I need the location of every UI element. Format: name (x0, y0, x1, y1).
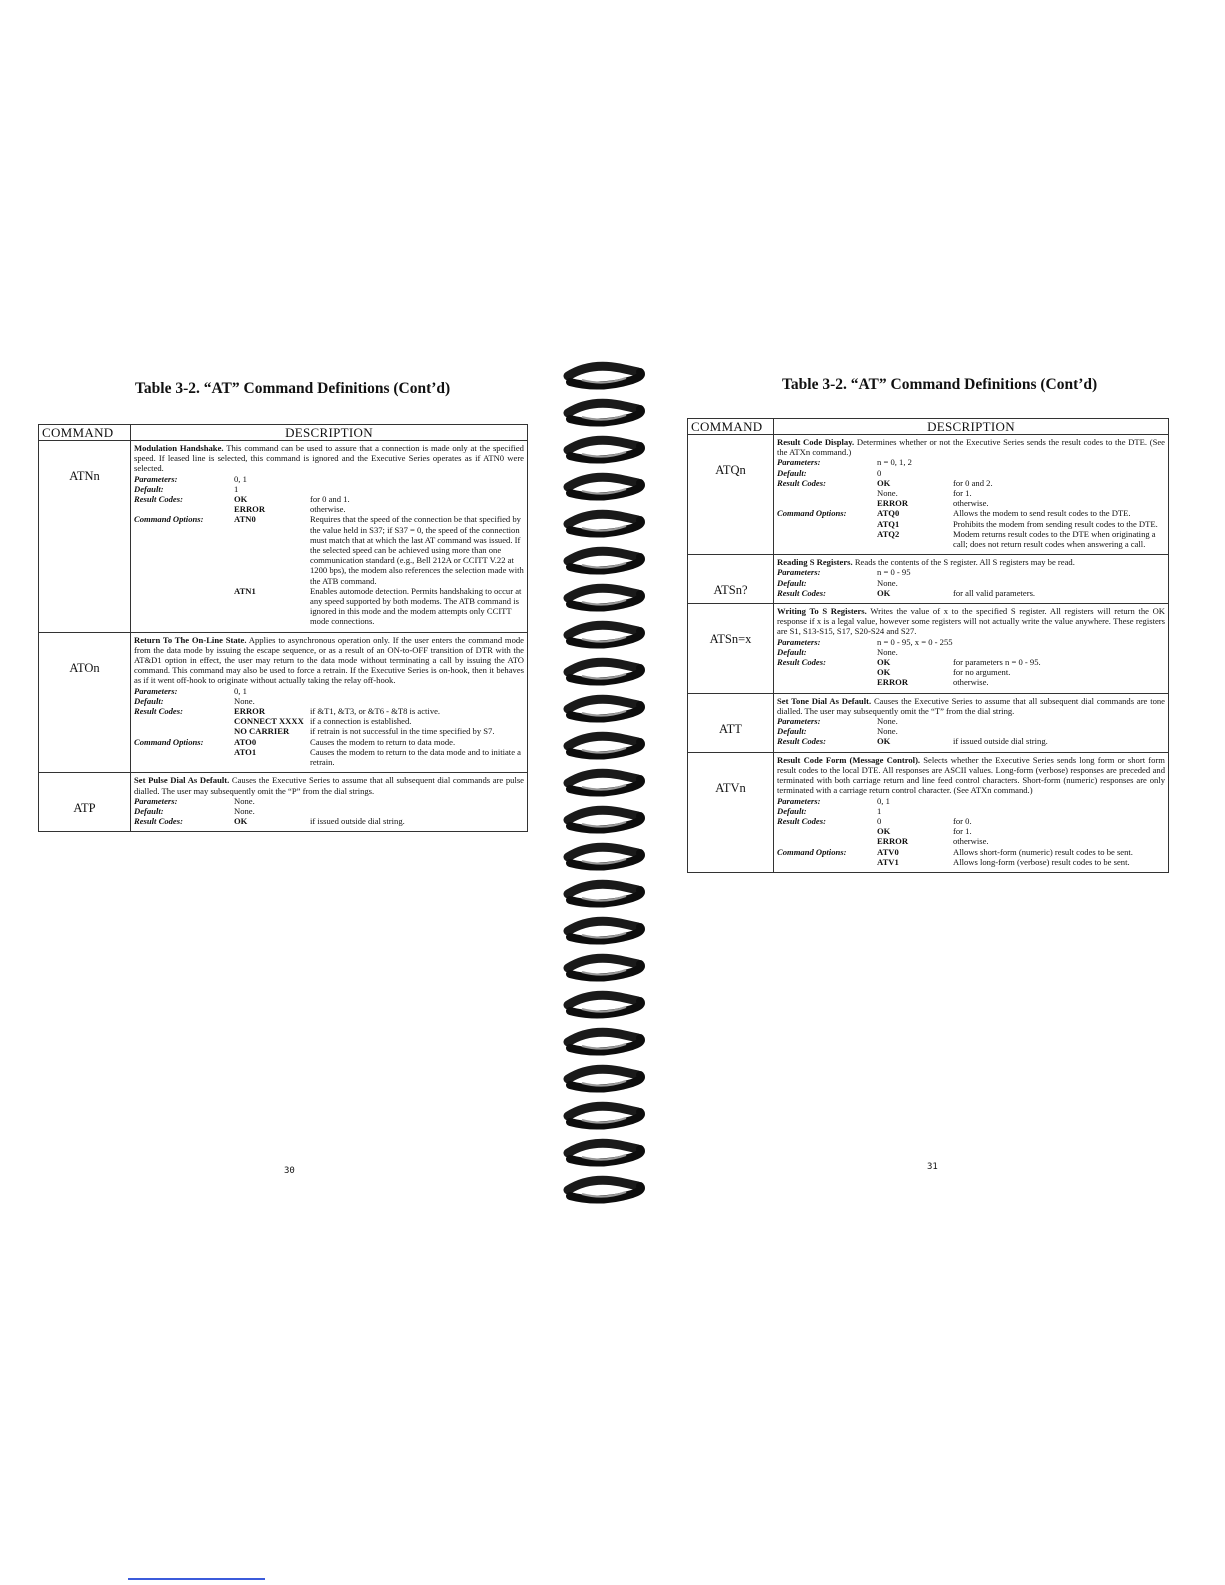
binding-coil (568, 403, 641, 422)
parameter-description: for 0 and 1. (310, 494, 350, 505)
parameter-value: CONNECT XXXX (234, 716, 304, 727)
command-row (688, 693, 1169, 752)
description-text: Reads the contents of the S register. All S registers may be read. (854, 557, 1075, 568)
parameter-list (777, 457, 1165, 549)
parameter-value: ERROR (877, 836, 909, 847)
command-name: ATNn (39, 441, 131, 633)
parameter-value: NO CARRIER (234, 726, 290, 737)
parameter-value: OK (877, 667, 891, 678)
parameter-value: None. (877, 488, 898, 499)
parameter-label: Default: (134, 695, 164, 706)
parameter-label: Command Options: (134, 736, 204, 747)
parameter-value: 0, 1 (234, 685, 247, 696)
parameter-description (953, 806, 1165, 816)
parameter-label (134, 747, 234, 767)
binding-coil (568, 921, 641, 940)
parameter-label (134, 726, 234, 736)
binding-coil (568, 1180, 641, 1199)
spiral-binding (560, 355, 665, 1215)
parameter-label (777, 519, 877, 529)
parameter-description: for parameters n = 0 - 95. (953, 657, 1041, 668)
parameter-label: Default: (777, 577, 807, 588)
description-paragraph (134, 443, 524, 474)
parameter-value: 0 (877, 467, 882, 478)
parameter-description: for no argument. (953, 667, 1011, 678)
parameter-label: Result Codes: (777, 815, 826, 826)
parameter-label: Default: (777, 646, 807, 657)
parameter-label: Result Codes: (777, 736, 826, 747)
parameter-value: OK (877, 826, 891, 837)
parameter-value: ERROR (877, 498, 909, 509)
parameter-description: if issued outside dial string. (310, 816, 405, 827)
command-row (39, 441, 528, 633)
spiral-binding-graphic (560, 355, 665, 1215)
description-paragraph (134, 635, 524, 686)
parameter-description: Allows the modem to send result codes to the DTE. (953, 508, 1131, 519)
command-table (687, 418, 1169, 873)
parameter-label (777, 488, 877, 498)
parameter-label: Default: (777, 805, 807, 816)
parameter-value: OK (877, 657, 891, 668)
command-row (688, 435, 1169, 555)
parameter-value: None. (234, 695, 255, 706)
parameter-value: None. (877, 646, 898, 657)
binding-coil (568, 773, 641, 792)
parameter-label (777, 857, 877, 867)
binding-coil (568, 366, 641, 385)
parameter-description: otherwise. (953, 677, 989, 688)
binding-coil (568, 551, 641, 570)
parameter-label: Parameters: (134, 473, 178, 484)
parameter-label (777, 529, 877, 549)
parameter-description: Requires that the speed of the connection be that specified by the value held in S37; if S37 = 0, the speed of the connection must match that at which the last AT command was issued. If the selected speed can be achieved using more than one communication standard (e.g., Bell 212A or CCITT V.22 at 1200 bps), the modem also references the selection made with the ATB command. (310, 514, 524, 586)
parameter-value: 1 (877, 805, 882, 816)
parameter-value: ATV1 (877, 856, 899, 867)
parameter-value: OK (877, 477, 891, 488)
binding-coil (568, 1032, 641, 1051)
binding-coil (568, 662, 641, 681)
topic-heading: Modulation Handshake. (134, 443, 224, 453)
parameter-list (777, 796, 1165, 867)
command-name: ATOn (39, 632, 131, 773)
parameter-description (310, 474, 524, 484)
binding-coil (568, 1143, 641, 1162)
parameter-label (777, 826, 877, 836)
parameter-value: None. (234, 805, 255, 816)
description-text: Causes the Executive Series to assume that all subsequent dial commands are tone dialled. The user may subsequently omit the “T” from the dial string. (777, 695, 1165, 716)
parameter-description (953, 647, 1165, 657)
right-page (665, 0, 1225, 1585)
parameter-value: ATN1 (234, 585, 256, 596)
parameter-label (777, 498, 877, 508)
parameter-description: Prohibits the modem from sending result codes to the DTE. (953, 518, 1158, 529)
description-text: This command can be used to assure that a connection is made only at the specified speed. If leased line is selected, this command is ignored and the Executive Series operates as if ATN0 were selected. (134, 443, 524, 474)
parameter-label: Parameters: (134, 795, 178, 806)
parameter-label (777, 836, 877, 846)
parameter-label: Parameters: (777, 567, 821, 578)
header-command: COMMAND (688, 419, 774, 435)
table-title: Table 3-2. “AT” Command Definitions (Cont’d) (135, 380, 451, 397)
binding-coil (568, 958, 641, 977)
parameter-description: otherwise. (310, 504, 346, 515)
parameter-label: Default: (134, 805, 164, 816)
parameter-description (953, 567, 1165, 577)
parameter-label (134, 504, 234, 514)
parameter-value: 1 (234, 483, 239, 494)
description-text: Writes the value of x to the specified S register. All registers will return the OK response if x is a legal value, however some registers will not actually write the value anywhere. These registers are S1, S13-S15, S17, S20-S24 and S27. (777, 606, 1165, 637)
parameter-description: Enables automode detection. Permits handshaking to occur at any speed supported by both modems. The ATB command is ignored in this mode and the modem attempts only CCITT mode connections. (310, 585, 522, 627)
parameter-description (953, 578, 1165, 588)
command-name: ATP (39, 773, 131, 832)
topic-heading: Result Code Form (Message Control). (777, 754, 921, 765)
binding-coil (568, 1106, 641, 1125)
binding-coil (568, 847, 641, 866)
command-description (131, 441, 528, 633)
parameter-description: otherwise. (953, 836, 989, 847)
topic-heading: Set Tone Dial As Default. (777, 695, 872, 706)
parameter-description: if retrain is not successful in the time specified by S7. (310, 726, 495, 737)
command-row (39, 773, 528, 832)
left-page (0, 0, 560, 1585)
parameter-value: ATO1 (234, 746, 257, 757)
parameter-value: 0, 1 (877, 795, 890, 806)
parameter-value: None. (877, 716, 898, 727)
binding-coil (568, 477, 641, 496)
parameter-label (134, 586, 234, 627)
topic-heading: Return To The On-Line State. (134, 634, 247, 645)
binding-coil (568, 884, 641, 903)
parameter-description: for 0. (953, 815, 972, 826)
parameter-value: n = 0 - 95 (877, 567, 911, 578)
parameter-value: None. (877, 577, 898, 588)
parameter-value: ATO0 (234, 736, 257, 747)
parameter-label: Result Codes: (777, 477, 826, 488)
parameter-value: n = 0, 1, 2 (877, 457, 912, 468)
command-row (688, 604, 1169, 694)
parameter-list (777, 637, 1165, 688)
description-paragraph (777, 557, 1165, 567)
binding-coil (568, 810, 641, 829)
command-row (688, 752, 1169, 872)
parameter-description: for all valid parameters. (953, 587, 1036, 598)
parameter-label: Command Options: (777, 508, 847, 519)
footer-underline (128, 1578, 265, 1580)
parameter-description: if a connection is established. (310, 716, 412, 727)
parameter-description: Causes the modem to return to data mode. (310, 736, 456, 747)
topic-heading: Reading S Registers. (777, 557, 853, 568)
parameter-label: Parameters: (777, 795, 821, 806)
parameter-value: None. (877, 726, 898, 737)
description-paragraph (777, 696, 1165, 716)
command-description (774, 435, 1169, 555)
description-paragraph (777, 437, 1165, 457)
parameter-value: ATQ0 (877, 508, 900, 519)
binding-coil (568, 699, 641, 718)
parameter-label: Parameters: (134, 685, 178, 696)
parameter-value: ATV0 (877, 846, 899, 857)
binding-coil (568, 588, 641, 607)
binding-coil (568, 440, 641, 459)
parameter-value: ATQ1 (877, 518, 900, 529)
parameter-label: Default: (777, 726, 807, 737)
parameter-description (310, 686, 524, 696)
parameter-value: ERROR (234, 504, 266, 515)
table-title: Table 3-2. “AT” Command Definitions (Cont’d) (782, 376, 1098, 393)
parameter-label: Result Codes: (777, 587, 826, 598)
description-text: Selects whether the Executive Series sends long form or short form result codes to the local DTE. All responses are ASCII values. Long-form (verbose) responses are preceded and terminated with both carriage return and line feed control characters. Short-form (numeric) responses are only terminated with a carriage return control character. (See ATXn command.) (777, 754, 1165, 796)
parameter-value: OK (234, 816, 248, 827)
parameter-list (134, 474, 524, 627)
parameter-description (310, 796, 524, 806)
binding-coil (568, 1069, 641, 1088)
parameter-label: Parameters: (777, 457, 821, 468)
page-number: 31 (927, 1162, 938, 1172)
parameter-label (134, 716, 234, 726)
parameter-label: Result Codes: (777, 657, 826, 668)
binding-coil (568, 736, 641, 755)
parameter-label: Parameters: (777, 636, 821, 647)
page-number: 30 (284, 1166, 295, 1176)
command-description (131, 773, 528, 832)
parameter-label: Command Options: (777, 846, 847, 857)
command-name: ATVn (688, 752, 774, 872)
description-paragraph (134, 775, 524, 795)
parameter-description (953, 468, 1165, 478)
binding-coil (568, 995, 641, 1014)
command-row (688, 555, 1169, 604)
parameter-value: OK (234, 494, 248, 505)
parameter-description (310, 484, 524, 494)
command-description (774, 752, 1169, 872)
parameter-list (777, 716, 1165, 747)
parameter-description (310, 806, 524, 816)
command-description (774, 604, 1169, 694)
topic-heading: Writing To S Registers. (777, 606, 867, 617)
header-description: DESCRIPTION (774, 419, 1169, 435)
parameter-list (134, 686, 524, 768)
binding-coil (568, 514, 641, 533)
description-text: Applies to asynchronous operation only. If the user enters the command mode from the data mode by issuing the escape sequence, or as a result of an ON-to-OFF transition of DTR with the AT&D1 option in effect, the user may return to the data mode without terminating a call by issuing the ATO command. This command may also be used to force a retrain. If the Executive Series is on-hook, then it behaves as if it went off-hook to originate without actually taking the relay off-hook. (134, 634, 525, 686)
parameter-list (777, 567, 1165, 598)
command-table (38, 424, 528, 832)
parameter-value: ERROR (877, 677, 909, 688)
parameter-description: Allows long-form (verbose) result codes to be sent. (953, 856, 1130, 867)
parameter-label: Result Codes: (134, 706, 183, 717)
parameter-value: ATN0 (234, 514, 256, 525)
description-text: Causes the Executive Series to assume that all subsequent dial commands are pulse dialled. The user may subsequently omit the “P” from the dial strings. (134, 775, 524, 796)
parameter-description: Allows short-form (numeric) result codes to be sent. (953, 846, 1133, 857)
header-command: COMMAND (39, 425, 131, 441)
parameter-description (953, 726, 1165, 736)
parameter-description: for 0 and 2. (953, 477, 993, 488)
parameter-label (777, 677, 877, 687)
header-description: DESCRIPTION (131, 425, 528, 441)
parameter-list (134, 796, 524, 827)
parameter-description (953, 796, 1165, 806)
parameter-description: for 1. (953, 488, 972, 499)
parameter-description: for 1. (953, 826, 972, 837)
command-name: ATQn (688, 435, 774, 555)
parameter-value: OK (877, 736, 891, 747)
parameter-value: None. (234, 795, 255, 806)
parameter-label: Result Codes: (134, 816, 183, 827)
description-text: Determines whether or not the Executive Series sends the result codes to the DTE. (See the ATXn command.) (777, 437, 1165, 458)
command-description (774, 555, 1169, 604)
description-paragraph (777, 755, 1165, 796)
parameter-value: OK (877, 587, 891, 598)
parameter-description: otherwise. (953, 498, 989, 509)
topic-heading: Result Code Display. (777, 437, 855, 447)
binding-coil (568, 625, 641, 644)
parameter-label: Default: (777, 467, 807, 478)
parameter-value: ERROR (234, 706, 266, 717)
parameter-description: Modem returns result codes to the DTE when originating a call; does not return result codes when answering a call. (953, 528, 1156, 550)
parameter-description: if &T1, &T3, or &T6 - &T8 is active. (310, 706, 441, 717)
parameter-description (953, 716, 1165, 726)
parameter-description: Causes the modem to return to the data mode and to initiate a retrain. (310, 746, 521, 768)
parameter-label: Parameters: (777, 716, 821, 727)
command-row (39, 632, 528, 773)
parameter-value: 0 (877, 815, 882, 826)
parameter-label (777, 667, 877, 677)
parameter-label: Default: (134, 483, 164, 494)
command-description (774, 693, 1169, 752)
parameter-value: n = 0 - 95, x = 0 - 255 (877, 636, 953, 647)
command-name: ATT (688, 693, 774, 752)
description-paragraph (777, 606, 1165, 637)
parameter-label: Result Codes: (134, 494, 183, 505)
command-name: ATSn? (688, 555, 774, 604)
topic-heading: Set Pulse Dial As Default. (134, 775, 230, 786)
command-description (131, 632, 528, 773)
parameter-description: if issued outside dial string. (953, 736, 1048, 747)
parameter-value: ATQ2 (877, 528, 900, 539)
command-name: ATSn=x (688, 604, 774, 694)
parameter-description (310, 696, 524, 706)
parameter-label: Command Options: (134, 514, 204, 525)
parameter-value: 0, 1 (234, 473, 247, 484)
